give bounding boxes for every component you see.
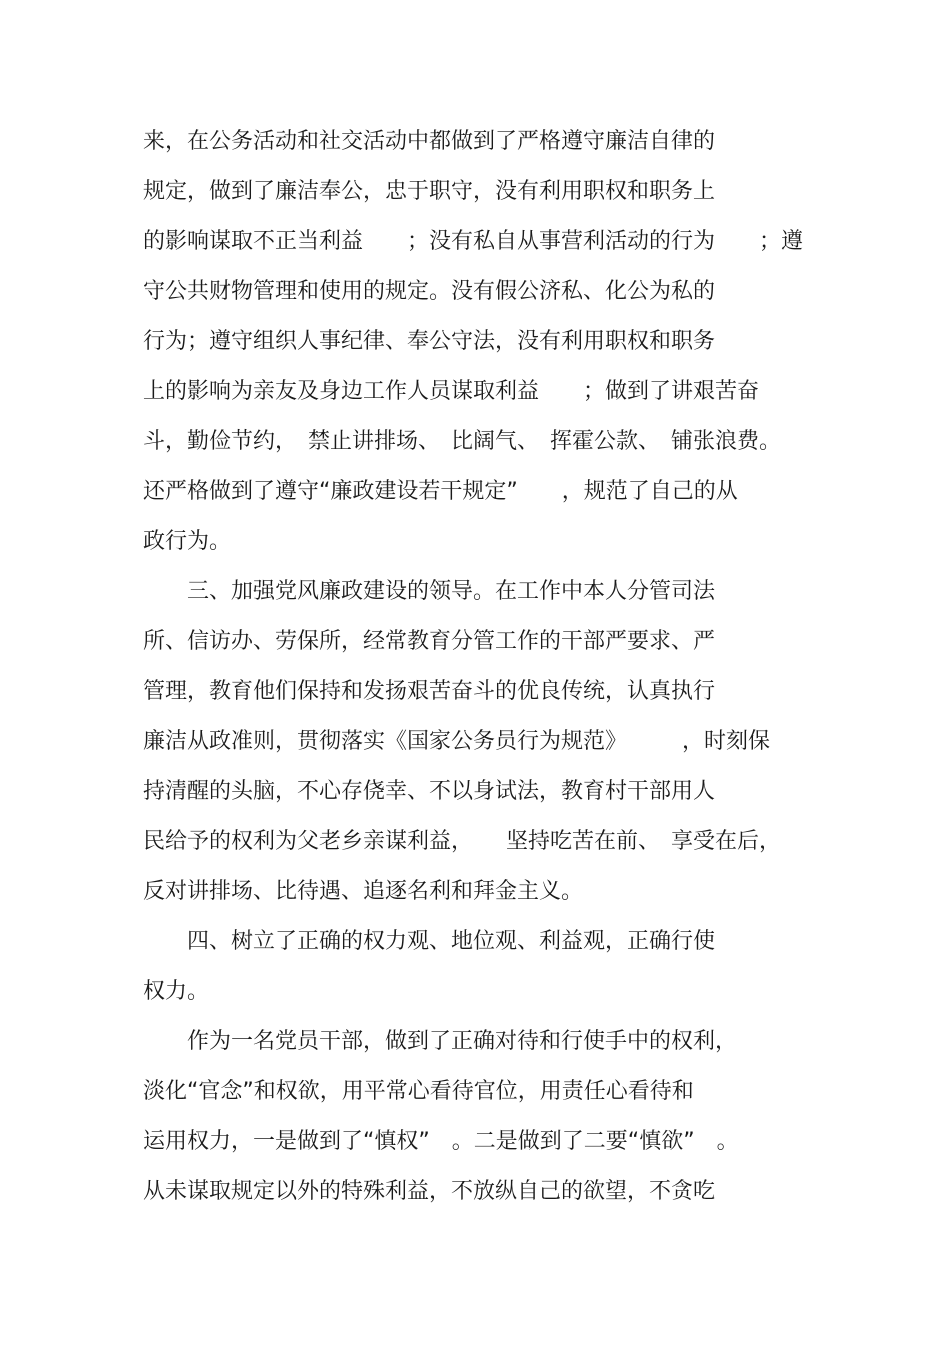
text-line: 斗，勤俭节约， 禁止讲排场、 比阔气、 挥霍公款、 铺张浪费。 bbox=[143, 429, 782, 454]
text-line: 所、信访办、劳保所，经常教育分管工作的干部严要求、严 bbox=[143, 629, 716, 654]
text-line: 上的影响为亲友及身边工作人员谋取利益 ；做到了讲艰苦奋 bbox=[143, 379, 760, 404]
text-line: 规定，做到了廉洁奉公，忠于职守，没有利用职权和职务上 bbox=[143, 179, 716, 204]
text-line: 来，在公务活动和社交活动中都做到了严格遵守廉洁自律的 bbox=[143, 129, 716, 154]
text-line: 政行为。 bbox=[143, 529, 232, 554]
text-line: 持清醒的头脑，不心存侥幸、不以身试法，教育村干部用人 bbox=[143, 779, 716, 804]
text-line: 廉洁从政准则，贯彻落实《国家公务员行为规范》 ，时刻保 bbox=[143, 729, 771, 754]
text-line: 淡化“官念”和权欲，用平常心看待官位，用责任心看待和 bbox=[143, 1079, 694, 1104]
text-line: 的影响谋取不正当利益 ；没有私自从事营利活动的行为 ；遵 bbox=[143, 229, 804, 254]
text-line: 守公共财物管理和使用的规定。没有假公济私、化公为私的 bbox=[143, 279, 716, 304]
text-line: 民给予的权利为父老乡亲谋利益， 坚持吃苦在前、 享受在后， bbox=[143, 829, 782, 854]
text-line: 还严格做到了遵守“廉政建设若干规定” ，规范了自己的从 bbox=[143, 479, 738, 504]
text-line: 四、树立了正确的权力观、地位观、利益观，正确行使 bbox=[143, 929, 716, 954]
text-line: 三、加强党风廉政建设的领导。在工作中本人分管司法 bbox=[143, 579, 716, 604]
text-line: 行为；遵守组织人事纪律、奉公守法，没有利用职权和职务 bbox=[143, 329, 716, 354]
text-line: 从未谋取规定以外的特殊利益，不放纵自己的欲望，不贪吃 bbox=[143, 1179, 716, 1204]
text-line: 作为一名党员干部，做到了正确对待和行使手中的权利， bbox=[143, 1029, 738, 1054]
text-line: 权力。 bbox=[143, 979, 210, 1004]
text-line: 管理，教育他们保持和发扬艰苦奋斗的优良传统，认真执行 bbox=[143, 679, 716, 704]
text-line: 运用权力，一是做到了“慎权” 。二是做到了二要“慎欲” 。 bbox=[143, 1129, 739, 1154]
text-line: 反对讲排场、比待遇、追逐名利和拜金主义。 bbox=[143, 879, 584, 904]
